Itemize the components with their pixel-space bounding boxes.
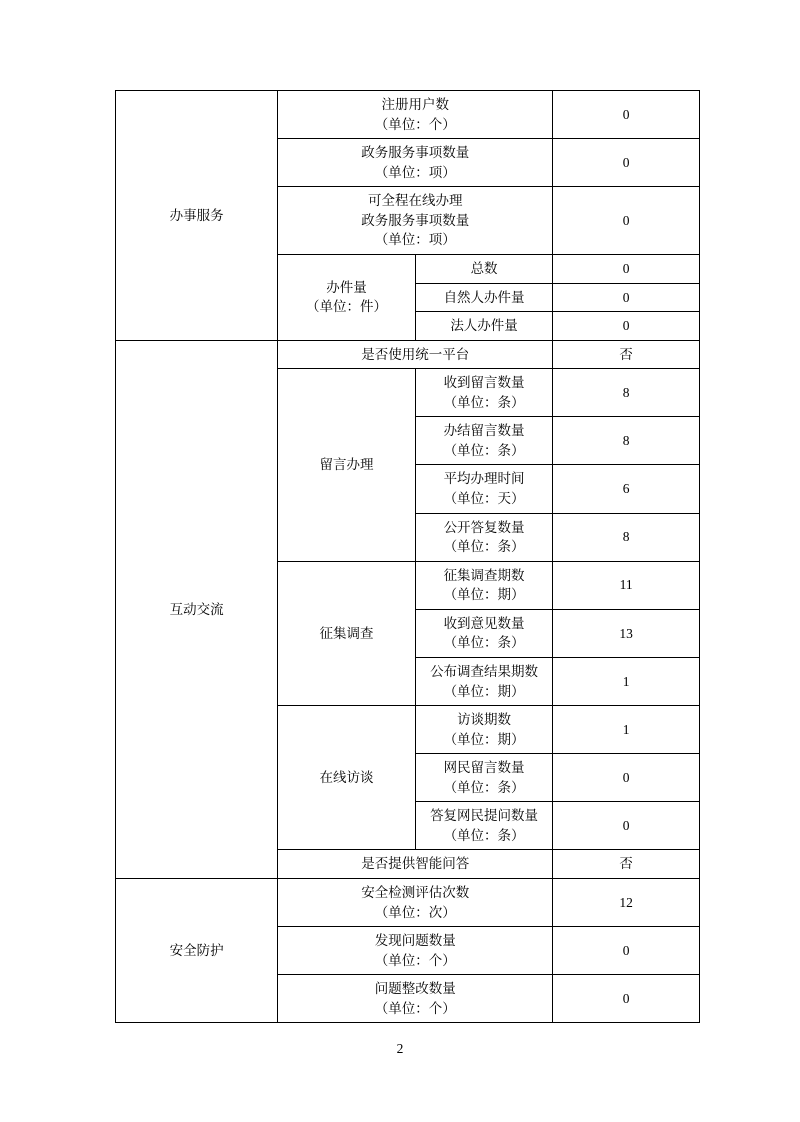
value-cell: 8	[553, 513, 700, 561]
value-cell: 1	[553, 657, 700, 705]
sub-item-label: 收到意见数量	[443, 615, 525, 631]
item-cell: 征集调查	[278, 561, 416, 705]
value-cell: 0	[553, 91, 700, 139]
table-body	[116, 91, 700, 1023]
sub-item-unit: （单位：条）	[443, 779, 525, 795]
sub-item-unit: （单位：条）	[443, 635, 525, 651]
sub-item-label: 公开答复数量	[443, 519, 525, 535]
sub-item-text	[418, 373, 551, 412]
item-cell	[278, 187, 553, 255]
item-cell	[278, 91, 553, 139]
sub-item-label: 访谈期数	[457, 712, 512, 728]
item-unit: （单位：个）	[374, 116, 456, 132]
value-cell: 13	[553, 609, 700, 657]
item-unit: （单位：项）	[374, 232, 456, 248]
item-cell	[278, 879, 553, 927]
item-label: 问题整改数量	[374, 981, 456, 997]
sub-item-text	[418, 469, 551, 508]
sub-item-cell: 自然人办件量	[415, 283, 553, 312]
item-cell: 留言办理	[278, 369, 416, 562]
sub-item-unit: （单位：条）	[443, 539, 525, 555]
value-cell: 0	[553, 802, 700, 850]
value-cell: 0	[553, 187, 700, 255]
sub-item-cell	[415, 609, 553, 657]
sub-item-label: 收到留言数量	[443, 375, 525, 391]
item-text	[280, 931, 550, 970]
value-cell: 0	[553, 283, 700, 312]
sub-item-cell	[415, 465, 553, 513]
value-cell: 1	[553, 706, 700, 754]
table-row	[116, 340, 700, 369]
item-text	[280, 143, 550, 182]
item-cell	[278, 927, 553, 975]
sub-item-unit: （单位：期）	[443, 683, 525, 699]
sub-item-unit: （单位：期）	[443, 731, 525, 747]
value-cell: 0	[553, 754, 700, 802]
value-cell: 6	[553, 465, 700, 513]
item-label-line2: 政务服务事项数量	[361, 212, 470, 228]
sub-item-text	[418, 518, 551, 557]
sub-item-text	[418, 421, 551, 460]
item-unit: （单位：件）	[306, 299, 387, 315]
item-unit: （单位：次）	[374, 904, 456, 920]
item-label: 政务服务事项数量	[361, 145, 470, 161]
category-cell-banshifuwu: 办事服务	[116, 91, 278, 341]
sub-item-text	[418, 806, 551, 845]
item-unit: （单位：个）	[374, 1000, 456, 1016]
item-cell	[278, 254, 416, 340]
sub-item-text	[418, 662, 551, 701]
item-label-line1: 可全程在线办理	[368, 193, 463, 209]
value-cell: 12	[553, 879, 700, 927]
table-row	[116, 879, 700, 927]
sub-item-unit: （单位：条）	[443, 442, 525, 458]
value-cell: 0	[553, 312, 700, 341]
item-label: 办件量	[326, 279, 367, 295]
sub-item-label: 公布调查结果期数	[430, 663, 539, 679]
value-cell: 0	[553, 139, 700, 187]
sub-item-cell	[415, 513, 553, 561]
sub-item-unit: （单位：条）	[443, 827, 525, 843]
sub-item-text	[418, 710, 551, 749]
sub-item-label: 平均办理时间	[443, 471, 525, 487]
sub-item-unit: （单位：条）	[443, 394, 525, 410]
item-cell: 在线访谈	[278, 706, 416, 850]
category-cell-hudongjiaoliu: 互动交流	[116, 340, 278, 878]
value-cell: 否	[553, 340, 700, 369]
sub-item-text	[418, 566, 551, 605]
item-text	[280, 95, 550, 134]
sub-item-label: 答复网民提问数量	[430, 808, 539, 824]
item-text	[280, 979, 550, 1018]
sub-item-unit: （单位：期）	[443, 587, 525, 603]
table-row	[116, 91, 700, 139]
item-unit: （单位：个）	[374, 952, 456, 968]
item-label: 发现问题数量	[374, 933, 456, 949]
sub-item-label: 征集调查期数	[443, 567, 525, 583]
sub-item-cell	[415, 417, 553, 465]
value-cell: 0	[553, 975, 700, 1023]
value-cell: 0	[553, 254, 700, 283]
page-number: 2	[396, 1041, 404, 1056]
sub-item-cell	[415, 706, 553, 754]
item-unit: （单位：项）	[374, 164, 456, 180]
sub-item-label: 网民留言数量	[443, 760, 525, 776]
sub-item-text	[418, 758, 551, 797]
item-text	[280, 883, 550, 922]
value-cell: 0	[553, 927, 700, 975]
sub-item-unit: （单位：天）	[443, 491, 525, 506]
item-text	[280, 278, 413, 317]
government-website-report-table	[115, 90, 700, 1023]
item-cell	[278, 975, 553, 1023]
item-cell: 是否提供智能问答	[278, 850, 553, 879]
sub-item-cell	[415, 369, 553, 417]
item-cell: 是否使用统一平台	[278, 340, 553, 369]
sub-item-cell	[415, 561, 553, 609]
sub-item-cell: 总数	[415, 254, 553, 283]
report-table-container	[115, 90, 700, 1023]
sub-item-cell	[415, 754, 553, 802]
sub-item-cell	[415, 802, 553, 850]
sub-item-label: 办结留言数量	[443, 423, 525, 439]
item-text	[280, 191, 550, 250]
sub-item-text	[418, 614, 551, 653]
sub-item-cell: 法人办件量	[415, 312, 553, 341]
value-cell: 8	[553, 369, 700, 417]
category-cell-anquanfanghu: 安全防护	[116, 879, 278, 1023]
item-label: 注册用户数	[381, 97, 450, 112]
sub-item-cell	[415, 657, 553, 705]
value-cell: 8	[553, 417, 700, 465]
item-cell	[278, 139, 553, 187]
value-cell: 否	[553, 850, 700, 879]
item-label: 安全检测评估次数	[361, 885, 470, 900]
value-cell: 11	[553, 561, 700, 609]
